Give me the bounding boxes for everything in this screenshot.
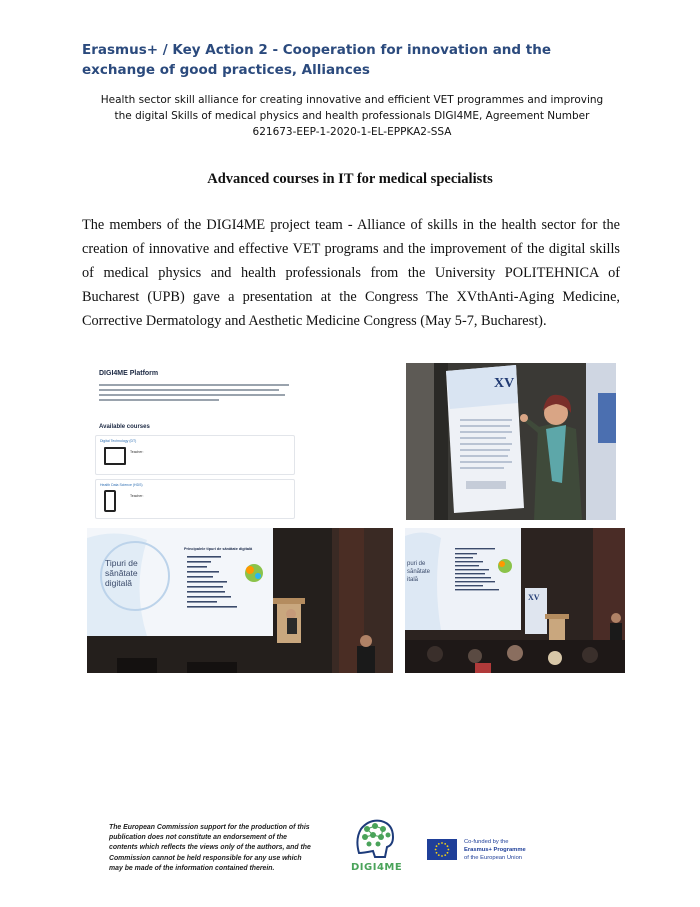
- eu-disclaimer: The European Commission support for the production of this publication does not constitute an endorsement of the contents which reflects the views only of the authors, and the Commission cannot be held responsible for any use which may be made of the information contained therein.: [109, 824, 311, 872]
- eu-line-1: Co-funded by the: [464, 839, 509, 845]
- slide-scene-1: [87, 528, 393, 673]
- eu-line-2: Erasmus+ Programme: [464, 846, 526, 853]
- eu-flag-icon: [427, 839, 457, 860]
- section-title: Advanced courses in IT for medical specialists: [207, 171, 493, 187]
- digi4me-logo-text: DIGI4ME: [351, 862, 403, 873]
- slide-heading: Principalele tipuri de sănătate digitală: [184, 547, 253, 551]
- eu-cofunded-text: [464, 839, 544, 862]
- slide-left-text: puri de sănătate itală: [407, 561, 431, 583]
- slide-scene-2: [405, 528, 625, 673]
- course-title[interactable]: Digital Technology (DT): [100, 439, 137, 443]
- available-courses-heading: Available courses: [99, 424, 150, 430]
- course-title[interactable]: Health Data Science (HDS): [100, 483, 143, 487]
- poster-xv-text: XV: [494, 376, 515, 391]
- poster-photo: [406, 363, 616, 520]
- presentation-photo-2: [405, 528, 625, 673]
- digi4me-logo-icon: [351, 815, 399, 861]
- document-title: Erasmus+ / Key Action 2 - Cooperation for innovation and the exchange of good practices, Alliances: [82, 42, 551, 78]
- presentation-photo-1: [87, 528, 393, 673]
- project-subtitle: Health sector skill alliance for creating innovative and efficient VET programmes and improving the digital Skills of medical physics and health professionals DIGI4ME, Agreement Number 621673-EEP-1-2020-1-EL-EPPKA2-SSA: [100, 94, 604, 138]
- eu-line-3: of the European Union: [464, 854, 523, 861]
- course-card[interactable]: [95, 479, 295, 519]
- poster-xv-text: XV: [528, 593, 540, 602]
- text-line: [99, 394, 285, 396]
- teacher-label: Teacher:: [130, 494, 144, 498]
- teacher-label: Teacher:: [130, 450, 144, 454]
- platform-screenshot: [91, 362, 302, 522]
- slide-left-text: Tipuri de sănătate digitală: [105, 558, 138, 588]
- phone-icon: [104, 490, 116, 512]
- computer-icon: [104, 447, 126, 465]
- course-card[interactable]: [95, 435, 295, 475]
- platform-title: DIGI4ME Platform: [99, 370, 159, 377]
- text-line: [99, 389, 279, 391]
- text-line: [99, 384, 289, 386]
- poster-scene: [406, 363, 616, 520]
- body-paragraph: The members of the DIGI4ME project team - Alliance of skills in the health sector for the creation of innovative and effective VET programs and the improvement of the digital skills of medical physics and health professionals from the University POLITEHNICA of Bucharest (UPB) gave a presentation at the Congress The XVthAnti-Aging Medicine, Corrective Dermatology and Aesthetic Medicine Congress (May 5-7, Bucharest).: [82, 217, 620, 329]
- text-line: [99, 399, 219, 401]
